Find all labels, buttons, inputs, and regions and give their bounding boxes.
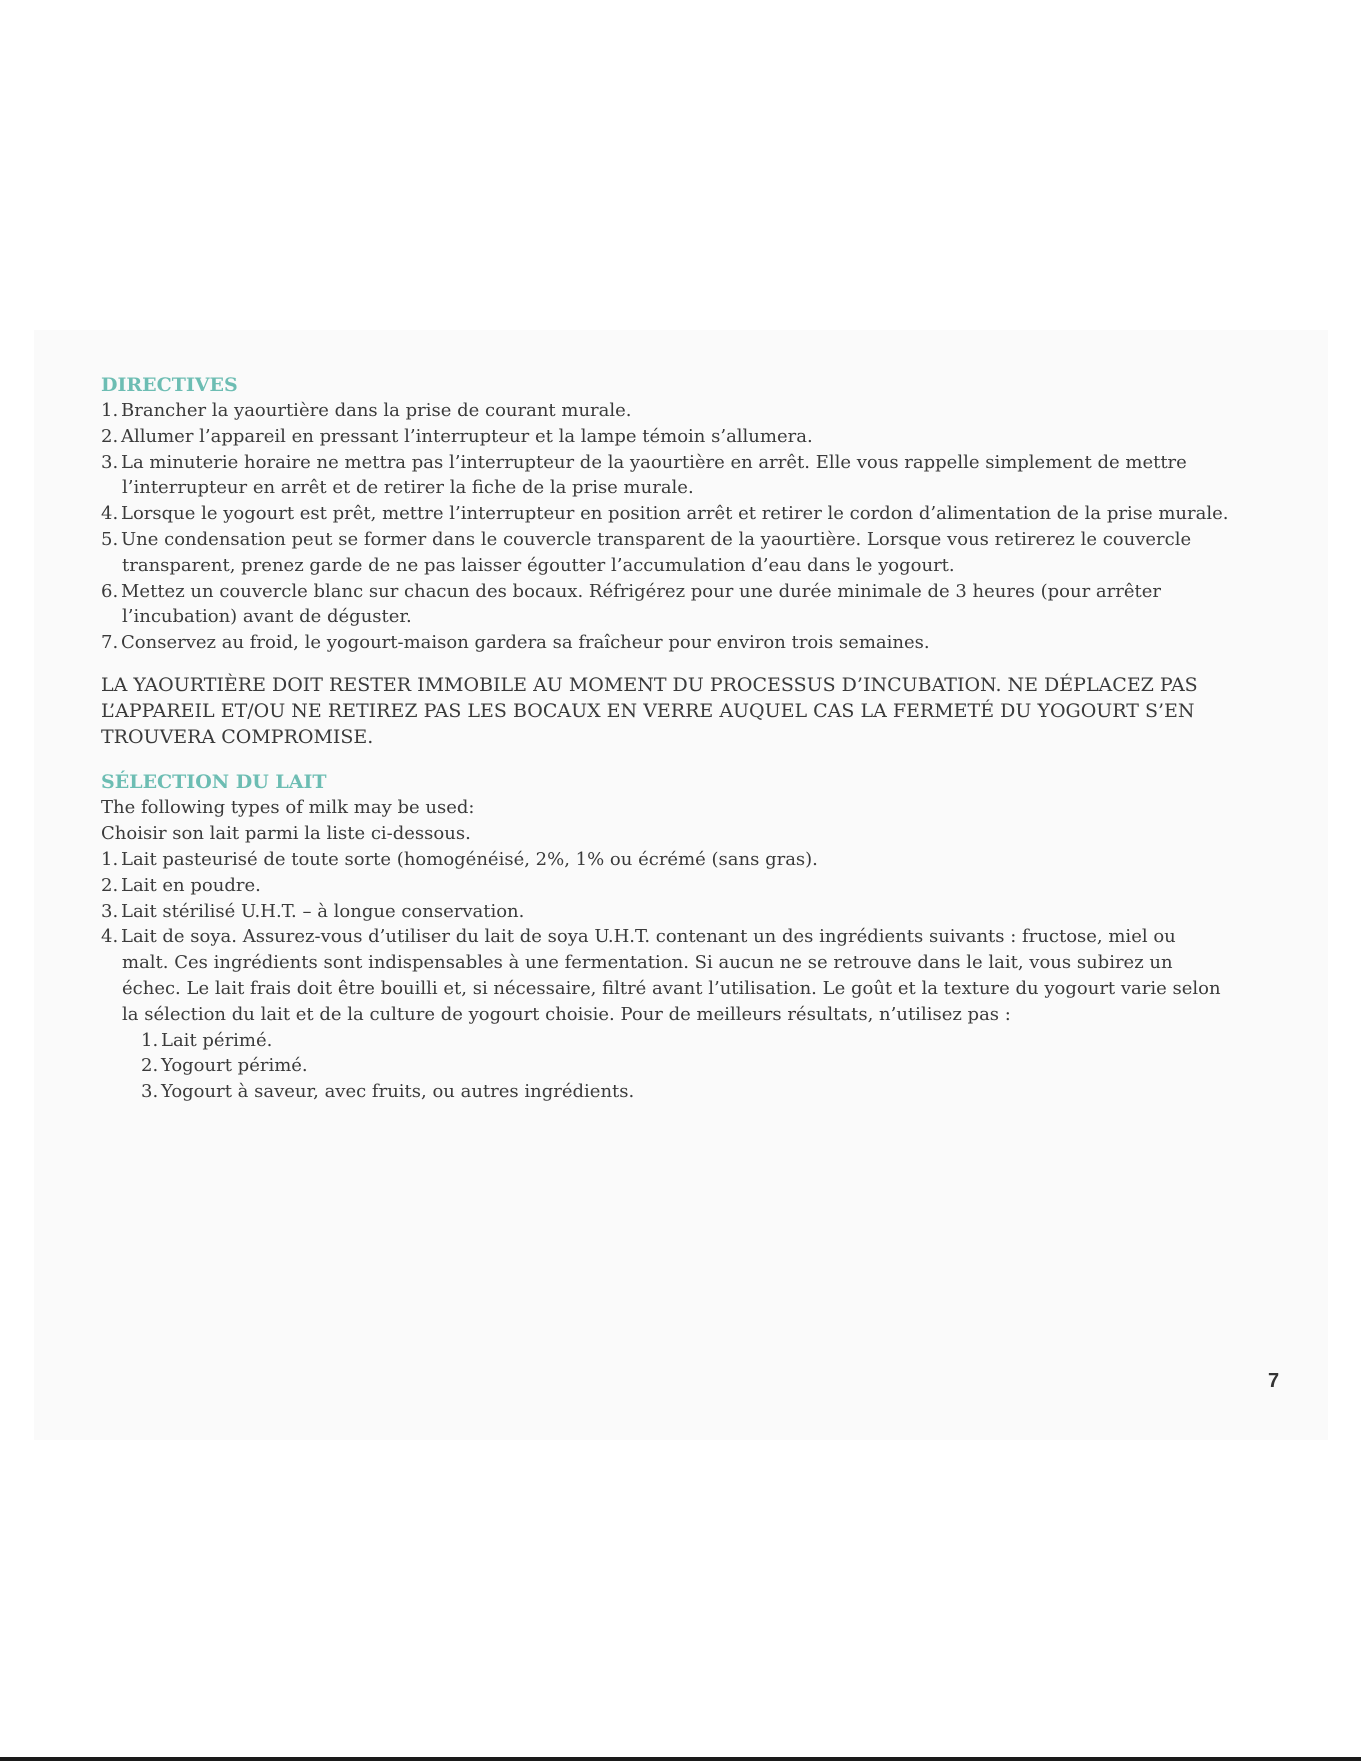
- item-text: Conservez au froid, le yogourt-maison gardera sa fraîcheur pour environ trois semaines.: [121, 632, 930, 654]
- item-number: 1.: [101, 848, 119, 870]
- directive-item-5: [101, 527, 1271, 579]
- item-text: Mettez un couvercle blanc sur chacun des bocaux. Réfrigérez pour une durée minimale de 3 heures (pour arrêter: [121, 580, 1161, 602]
- item-number: 4.: [101, 926, 119, 948]
- milk-selection-section: [101, 769, 1271, 1105]
- directive-item-1: [101, 398, 1271, 424]
- item-text-continued: la sélection du lait et de la culture de yogourt choisie. Pour de meilleurs résultats, n’utilisez pas :: [122, 1003, 1011, 1025]
- item-number: 1.: [101, 400, 119, 421]
- warning-line-2: L’APPAREIL ET/OU NE RETIREZ PAS LES BOCAUX EN VERRE AUQUEL CAS LA FERMETÉ DU YOGOURT S’EN: [101, 699, 1195, 722]
- milk-selection-heading: SÉLECTION DU LAIT: [101, 771, 327, 794]
- milk-item-3: [101, 899, 1271, 925]
- item-number: 2.: [101, 874, 119, 896]
- item-number: 5.: [101, 528, 119, 550]
- item-text: Yogourt périmé.: [161, 1055, 308, 1077]
- directives-heading: DIRECTIVES: [101, 374, 238, 396]
- item-text-continued: l’interrupteur en arrêt et de retirer la fiche de la prise murale.: [122, 477, 694, 499]
- item-text: Lorsque le yogourt est prêt, mettre l’interrupteur en position arrêt et retirer le cordon d’alimentation de la prise murale.: [121, 503, 1229, 525]
- directive-item-3: [101, 450, 1271, 502]
- item-text: Lait en poudre.: [121, 874, 261, 896]
- item-text: Brancher la yaourtière dans la prise de courant murale.: [121, 400, 632, 421]
- avoid-list: [101, 1028, 1271, 1105]
- directive-item-7: [101, 630, 1271, 656]
- item-number: 3.: [101, 900, 119, 922]
- milk-intro-french: Choisir son lait parmi la liste ci-dessous.: [101, 823, 471, 845]
- directives-list: [101, 398, 1271, 656]
- item-number: 3.: [101, 451, 119, 473]
- milk-item-4: [101, 924, 1271, 1027]
- item-text-continued: malt. Ces ingrédients sont indispensables à une fermentation. Si aucun ne se retrouve dans le lait, vous subirez un: [122, 952, 1173, 974]
- item-text-continued: transparent, prenez garde de ne pas laisser égoutter l’accumulation d’eau dans le yogourt.: [122, 554, 955, 576]
- directive-item-2: [101, 424, 1271, 450]
- item-text: Yogourt à saveur, avec fruits, ou autres ingrédients.: [161, 1081, 635, 1103]
- page-number: 7: [1268, 1370, 1280, 1392]
- item-number: 3.: [141, 1081, 159, 1103]
- item-text: Lait stérilisé U.H.T. – à longue conservation.: [121, 900, 525, 922]
- document-body: [101, 372, 1271, 1105]
- bottom-border: [0, 1757, 1361, 1761]
- item-number: 7.: [101, 632, 119, 654]
- item-number: 2.: [101, 425, 119, 447]
- warning-notice: [101, 673, 1271, 750]
- item-text: Lait de soya. Assurez-vous d’utiliser du lait de soya U.H.T. contenant un des ingrédients suivants : fructose, miel ou: [121, 926, 1176, 948]
- item-number: 4.: [101, 503, 119, 525]
- item-text-continued: échec. Le lait frais doit être bouilli et, si nécessaire, filtré avant l’utilisation. Le goût et la texture du yogourt varie selon: [122, 977, 1221, 999]
- item-text: La minuterie horaire ne mettra pas l’interrupteur de la yaourtière en arrêt. Elle vous rappelle simplement de mettre: [121, 451, 1187, 473]
- item-number: 2.: [141, 1055, 159, 1077]
- directive-item-6: [101, 579, 1271, 631]
- warning-line-1: LA YAOURTIÈRE DOIT RESTER IMMOBILE AU MOMENT DU PROCESSUS D’INCUBATION. NE DÉPLACEZ PAS: [101, 673, 1198, 696]
- item-text: Allumer l’appareil en pressant l’interrupteur et la lampe témoin s’allumera.: [121, 425, 813, 447]
- warning-line-3: TROUVERA COMPROMISE.: [101, 725, 374, 748]
- item-text: Une condensation peut se former dans le couvercle transparent de la yaourtière. Lorsque vous retirerez le couvercle: [121, 528, 1192, 550]
- milk-intro-english: The following types of milk may be used:: [101, 797, 475, 819]
- milk-item-2: [101, 873, 1271, 899]
- item-text-continued: l’incubation) avant de déguster.: [122, 606, 412, 628]
- avoid-item-3: [141, 1079, 1271, 1105]
- milk-item-1: [101, 847, 1271, 873]
- avoid-item-1: [141, 1028, 1271, 1054]
- directive-item-4: [101, 501, 1271, 527]
- avoid-item-2: [141, 1053, 1271, 1079]
- item-number: 6.: [101, 580, 119, 602]
- item-number: 1.: [141, 1029, 159, 1051]
- item-text: Lait pasteurisé de toute sorte (homogénéisé, 2%, 1% ou écrémé (sans gras).: [121, 848, 818, 870]
- item-text: Lait périmé.: [161, 1029, 273, 1051]
